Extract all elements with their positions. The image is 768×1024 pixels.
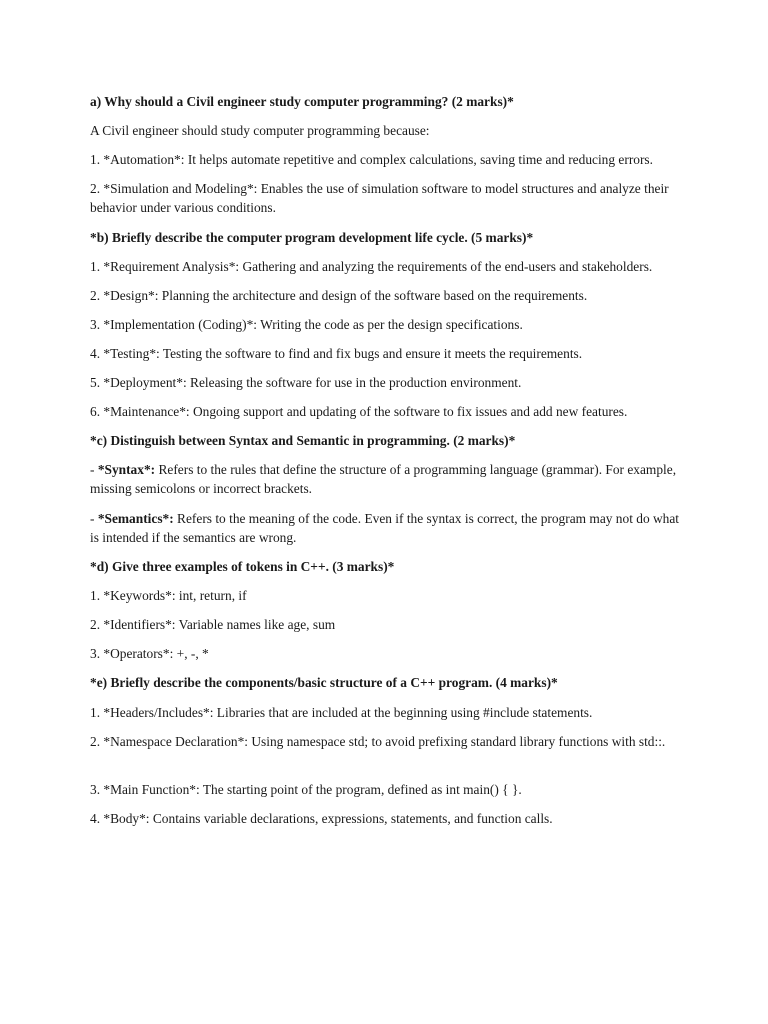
question-e-item-4: 4. *Body*: Contains variable declarations, expressions, statements, and function calls. — [90, 811, 553, 826]
question-e-heading: *e) Briefly describe the components/basic structure of a C++ program. (4 marks)* — [90, 675, 558, 690]
question-a-heading: a) Why should a Civil engineer study computer programming? (2 marks)* — [90, 94, 514, 109]
question-b-heading: *b) Briefly describe the computer program development life cycle. (5 marks)* — [90, 230, 534, 245]
question-b-item-1: 1. *Requirement Analysis*: Gathering and analyzing the requirements of the end-users and stakeholders. — [90, 259, 653, 274]
question-d-heading: *d) Give three examples of tokens in C++. (3 marks)* — [90, 559, 395, 574]
question-d-item-1: 1. *Keywords*: int, return, if — [90, 588, 247, 603]
question-c-semantics — [90, 509, 680, 547]
syntax-prefix: - — [90, 462, 98, 477]
question-a-intro: A Civil engineer should study computer programming because: — [90, 123, 430, 138]
question-d-item-3: 3. *Operators*: +, -, * — [90, 646, 209, 661]
semantics-term: *Semantics*: — [97, 511, 174, 526]
question-a-item-2: 2. *Simulation and Modeling*: Enables the use of simulation software to model structures and analyze their behavior under various conditions. — [90, 181, 669, 215]
question-c-heading: *c) Distinguish between Syntax and Semantic in programming. (2 marks)* — [90, 433, 516, 448]
question-b-item-2: 2. *Design*: Planning the architecture and design of the software based on the requirements. — [90, 288, 588, 303]
question-b-item-3: 3. *Implementation (Coding)*: Writing the code as per the design specifications. — [90, 317, 523, 332]
syntax-term: *Syntax*: — [97, 462, 156, 477]
question-e-item-1: 1. *Headers/Includes*: Libraries that are included at the beginning using #include statements. — [90, 705, 593, 720]
question-b-item-6: 6. *Maintenance*: Ongoing support and updating of the software to fix issues and add new features. — [90, 404, 628, 419]
question-c-syntax — [90, 460, 680, 498]
question-b-item-5: 5. *Deployment*: Releasing the software for use in the production environment. — [90, 375, 522, 390]
question-e-item-2: 2. *Namespace Declaration*: Using namespace std; to avoid prefixing standard library functions with std::. — [90, 734, 666, 749]
syntax-text: Refers to the rules that define the structure of a programming language (grammar). For example, missing semicolons or incorrect brackets. — [90, 462, 677, 496]
question-d-item-2: 2. *Identifiers*: Variable names like age, sum — [90, 617, 336, 632]
question-b-item-4: 4. *Testing*: Testing the software to find and fix bugs and ensure it meets the requirements. — [90, 346, 583, 361]
semantics-text: Refers to the meaning of the code. Even if the syntax is correct, the program may not do what is intended if the semantics are wrong. — [90, 511, 680, 545]
semantics-prefix: - — [90, 511, 98, 526]
question-e-item-3: 3. *Main Function*: The starting point of the program, defined as int main() { }. — [90, 782, 522, 797]
question-a-item-1: 1. *Automation*: It helps automate repetitive and complex calculations, saving time and reducing errors. — [90, 152, 653, 167]
